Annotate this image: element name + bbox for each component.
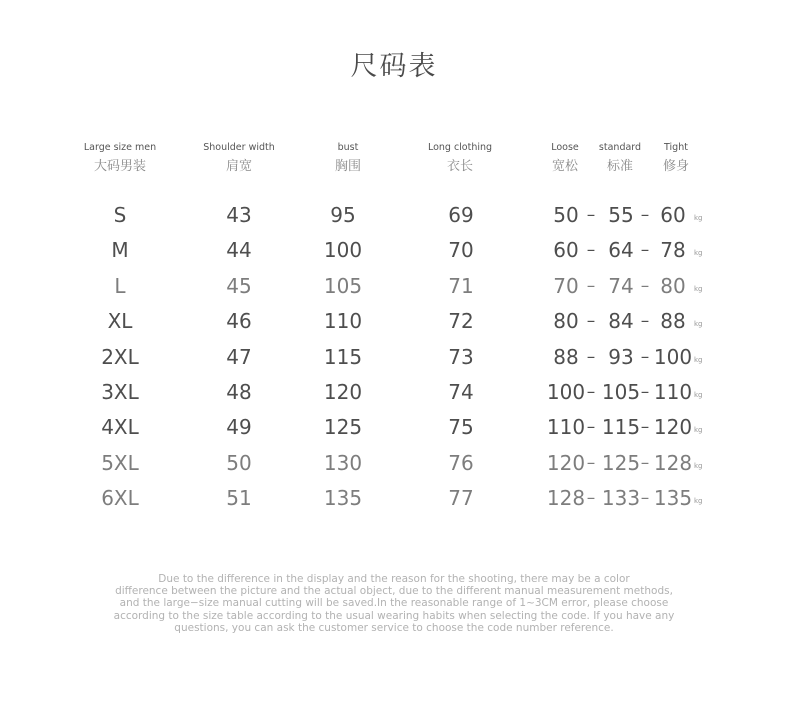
cell-shoulder: 47 <box>226 344 252 369</box>
cell-standard: 105 <box>601 380 641 404</box>
cell-standard: 55 <box>608 203 634 227</box>
header-loose <box>551 141 579 177</box>
cell-size: XL <box>107 309 133 334</box>
range-dash: – <box>640 275 650 296</box>
header-shoulder <box>203 141 275 177</box>
cell-tight: 120 <box>653 415 693 440</box>
cell-loose: 110 <box>546 415 586 440</box>
cell-size: M <box>111 238 129 263</box>
cell-length: 73 <box>448 344 474 369</box>
cell-length: 72 <box>448 309 474 334</box>
cell-shoulder: 44 <box>226 238 252 263</box>
range-dash: – <box>586 382 596 402</box>
range-dash: – <box>640 452 650 473</box>
range-dash: – <box>586 311 596 332</box>
range-dash: – <box>640 346 650 367</box>
header-loose-en: Loose <box>551 142 579 153</box>
header-tight-zh: 修身 <box>662 159 690 174</box>
cell-shoulder: 46 <box>226 309 252 334</box>
header-shoulder-en: Shoulder width <box>203 142 275 153</box>
table-row <box>0 200 788 230</box>
cell-size: 6XL <box>101 486 139 511</box>
cell-bust: 120 <box>323 380 363 404</box>
cell-bust: 105 <box>323 273 363 298</box>
cell-size: 5XL <box>101 450 139 475</box>
cell-loose: 80 <box>553 309 579 334</box>
disclaimer-line: Due to the difference in the display and the reason for the shooting, there may be a color <box>158 573 630 585</box>
range-dash: – <box>640 417 650 438</box>
cell-size: L <box>114 273 126 298</box>
range-dash: – <box>586 488 596 509</box>
header-bust-en: bust <box>337 142 359 153</box>
cell-length: 76 <box>448 450 474 475</box>
cell-size: 3XL <box>101 380 139 404</box>
cell-tight: 80 <box>660 273 686 298</box>
range-dash: – <box>586 417 596 438</box>
unit-label: kg <box>694 284 703 293</box>
disclaimer-line: and the large−size manual cutting will be saved.In the reasonable range of 1~3CM error, please choose <box>119 597 669 610</box>
range-dash: – <box>586 205 596 225</box>
table-row <box>0 377 788 407</box>
header-length-zh: 衣长 <box>446 159 473 174</box>
disclaimer-line: difference between the picture and the actual object, due to the different manual measurement methods, <box>115 585 673 598</box>
cell-bust: 125 <box>323 415 363 440</box>
range-dash: – <box>586 275 596 296</box>
unit-label: kg <box>694 391 703 399</box>
cell-tight: 60 <box>660 203 686 227</box>
range-dash: – <box>640 205 650 225</box>
range-dash: – <box>640 240 650 261</box>
cell-size: S <box>113 203 127 227</box>
cell-tight: 128 <box>653 450 693 475</box>
cell-shoulder: 51 <box>226 486 252 511</box>
disclaimer <box>90 573 698 634</box>
cell-length: 69 <box>448 203 474 227</box>
cell-bust: 100 <box>323 238 363 263</box>
cell-shoulder: 50 <box>226 450 252 475</box>
cell-loose: 60 <box>553 238 579 263</box>
header-standard <box>599 141 641 177</box>
table-row <box>0 342 788 372</box>
unit-label: kg <box>694 320 703 329</box>
cell-bust: 115 <box>323 344 363 369</box>
header-size-zh: 大码男装 <box>93 159 146 174</box>
cell-length: 70 <box>448 238 474 263</box>
cell-tight: 135 <box>653 486 693 511</box>
cell-length: 77 <box>448 486 474 511</box>
cell-standard: 84 <box>608 309 634 334</box>
table-row <box>0 448 788 478</box>
range-dash: – <box>586 346 596 367</box>
unit-label: kg <box>694 497 703 506</box>
table-row <box>0 306 788 336</box>
cell-shoulder: 49 <box>226 415 252 440</box>
cell-tight: 88 <box>660 309 686 334</box>
cell-shoulder: 43 <box>226 203 252 227</box>
header-size-en: Large size men <box>83 142 157 153</box>
cell-standard: 93 <box>608 344 634 369</box>
disclaimer-line: according to the size table according to the usual wearing habits when selecting the code. If you have any <box>113 609 675 622</box>
cell-length: 75 <box>448 415 474 440</box>
unit-label: kg <box>694 249 703 258</box>
cell-length: 71 <box>448 273 474 298</box>
cell-loose: 120 <box>546 450 586 475</box>
cell-standard: 133 <box>601 486 641 511</box>
cell-size: 2XL <box>101 344 139 369</box>
cell-tight: 100 <box>653 344 693 369</box>
header-tight-en: Tight <box>664 142 688 153</box>
table-row <box>0 483 788 513</box>
range-dash: – <box>640 382 650 402</box>
cell-loose: 88 <box>553 344 579 369</box>
range-dash: – <box>586 452 596 473</box>
cell-size: 4XL <box>101 415 139 440</box>
page-title: 尺码表 <box>350 51 438 82</box>
range-dash: – <box>640 311 650 332</box>
range-dash: – <box>640 488 650 509</box>
unit-label: kg <box>694 426 703 435</box>
cell-standard: 64 <box>608 238 634 263</box>
cell-loose: 50 <box>553 203 579 227</box>
cell-length: 74 <box>448 380 474 404</box>
disclaimer-line: questions, you can ask the customer service to choose the code number reference. <box>174 621 614 634</box>
cell-loose: 128 <box>546 486 586 511</box>
table-row <box>0 271 788 301</box>
cell-shoulder: 48 <box>226 380 252 404</box>
cell-standard: 115 <box>601 415 641 440</box>
header-bust <box>335 141 361 177</box>
cell-loose: 70 <box>553 273 579 298</box>
header-standard-en: standard <box>598 142 642 153</box>
header-length-en: Long clothing <box>427 142 493 153</box>
cell-tight: 78 <box>660 238 686 263</box>
table-row <box>0 235 788 265</box>
cell-loose: 100 <box>546 380 586 404</box>
unit-label: kg <box>694 214 703 222</box>
cell-bust: 130 <box>323 450 363 475</box>
cell-tight: 110 <box>653 380 693 404</box>
table-row <box>0 412 788 442</box>
cell-bust: 95 <box>330 203 356 227</box>
cell-shoulder: 45 <box>226 273 252 298</box>
header-standard-zh: 标准 <box>606 159 634 174</box>
cell-bust: 110 <box>323 309 363 334</box>
header-bust-zh: 胸围 <box>334 159 362 174</box>
unit-label: kg <box>694 461 703 470</box>
unit-label: kg <box>694 355 703 364</box>
header-tight <box>663 141 689 177</box>
cell-standard: 125 <box>601 450 641 475</box>
header-shoulder-zh: 肩宽 <box>225 159 253 174</box>
cell-bust: 135 <box>323 486 363 511</box>
range-dash: – <box>586 240 596 261</box>
header-loose-zh: 宽松 <box>551 159 579 174</box>
header-size <box>84 141 156 177</box>
header-length <box>428 141 492 177</box>
cell-standard: 74 <box>608 273 634 298</box>
